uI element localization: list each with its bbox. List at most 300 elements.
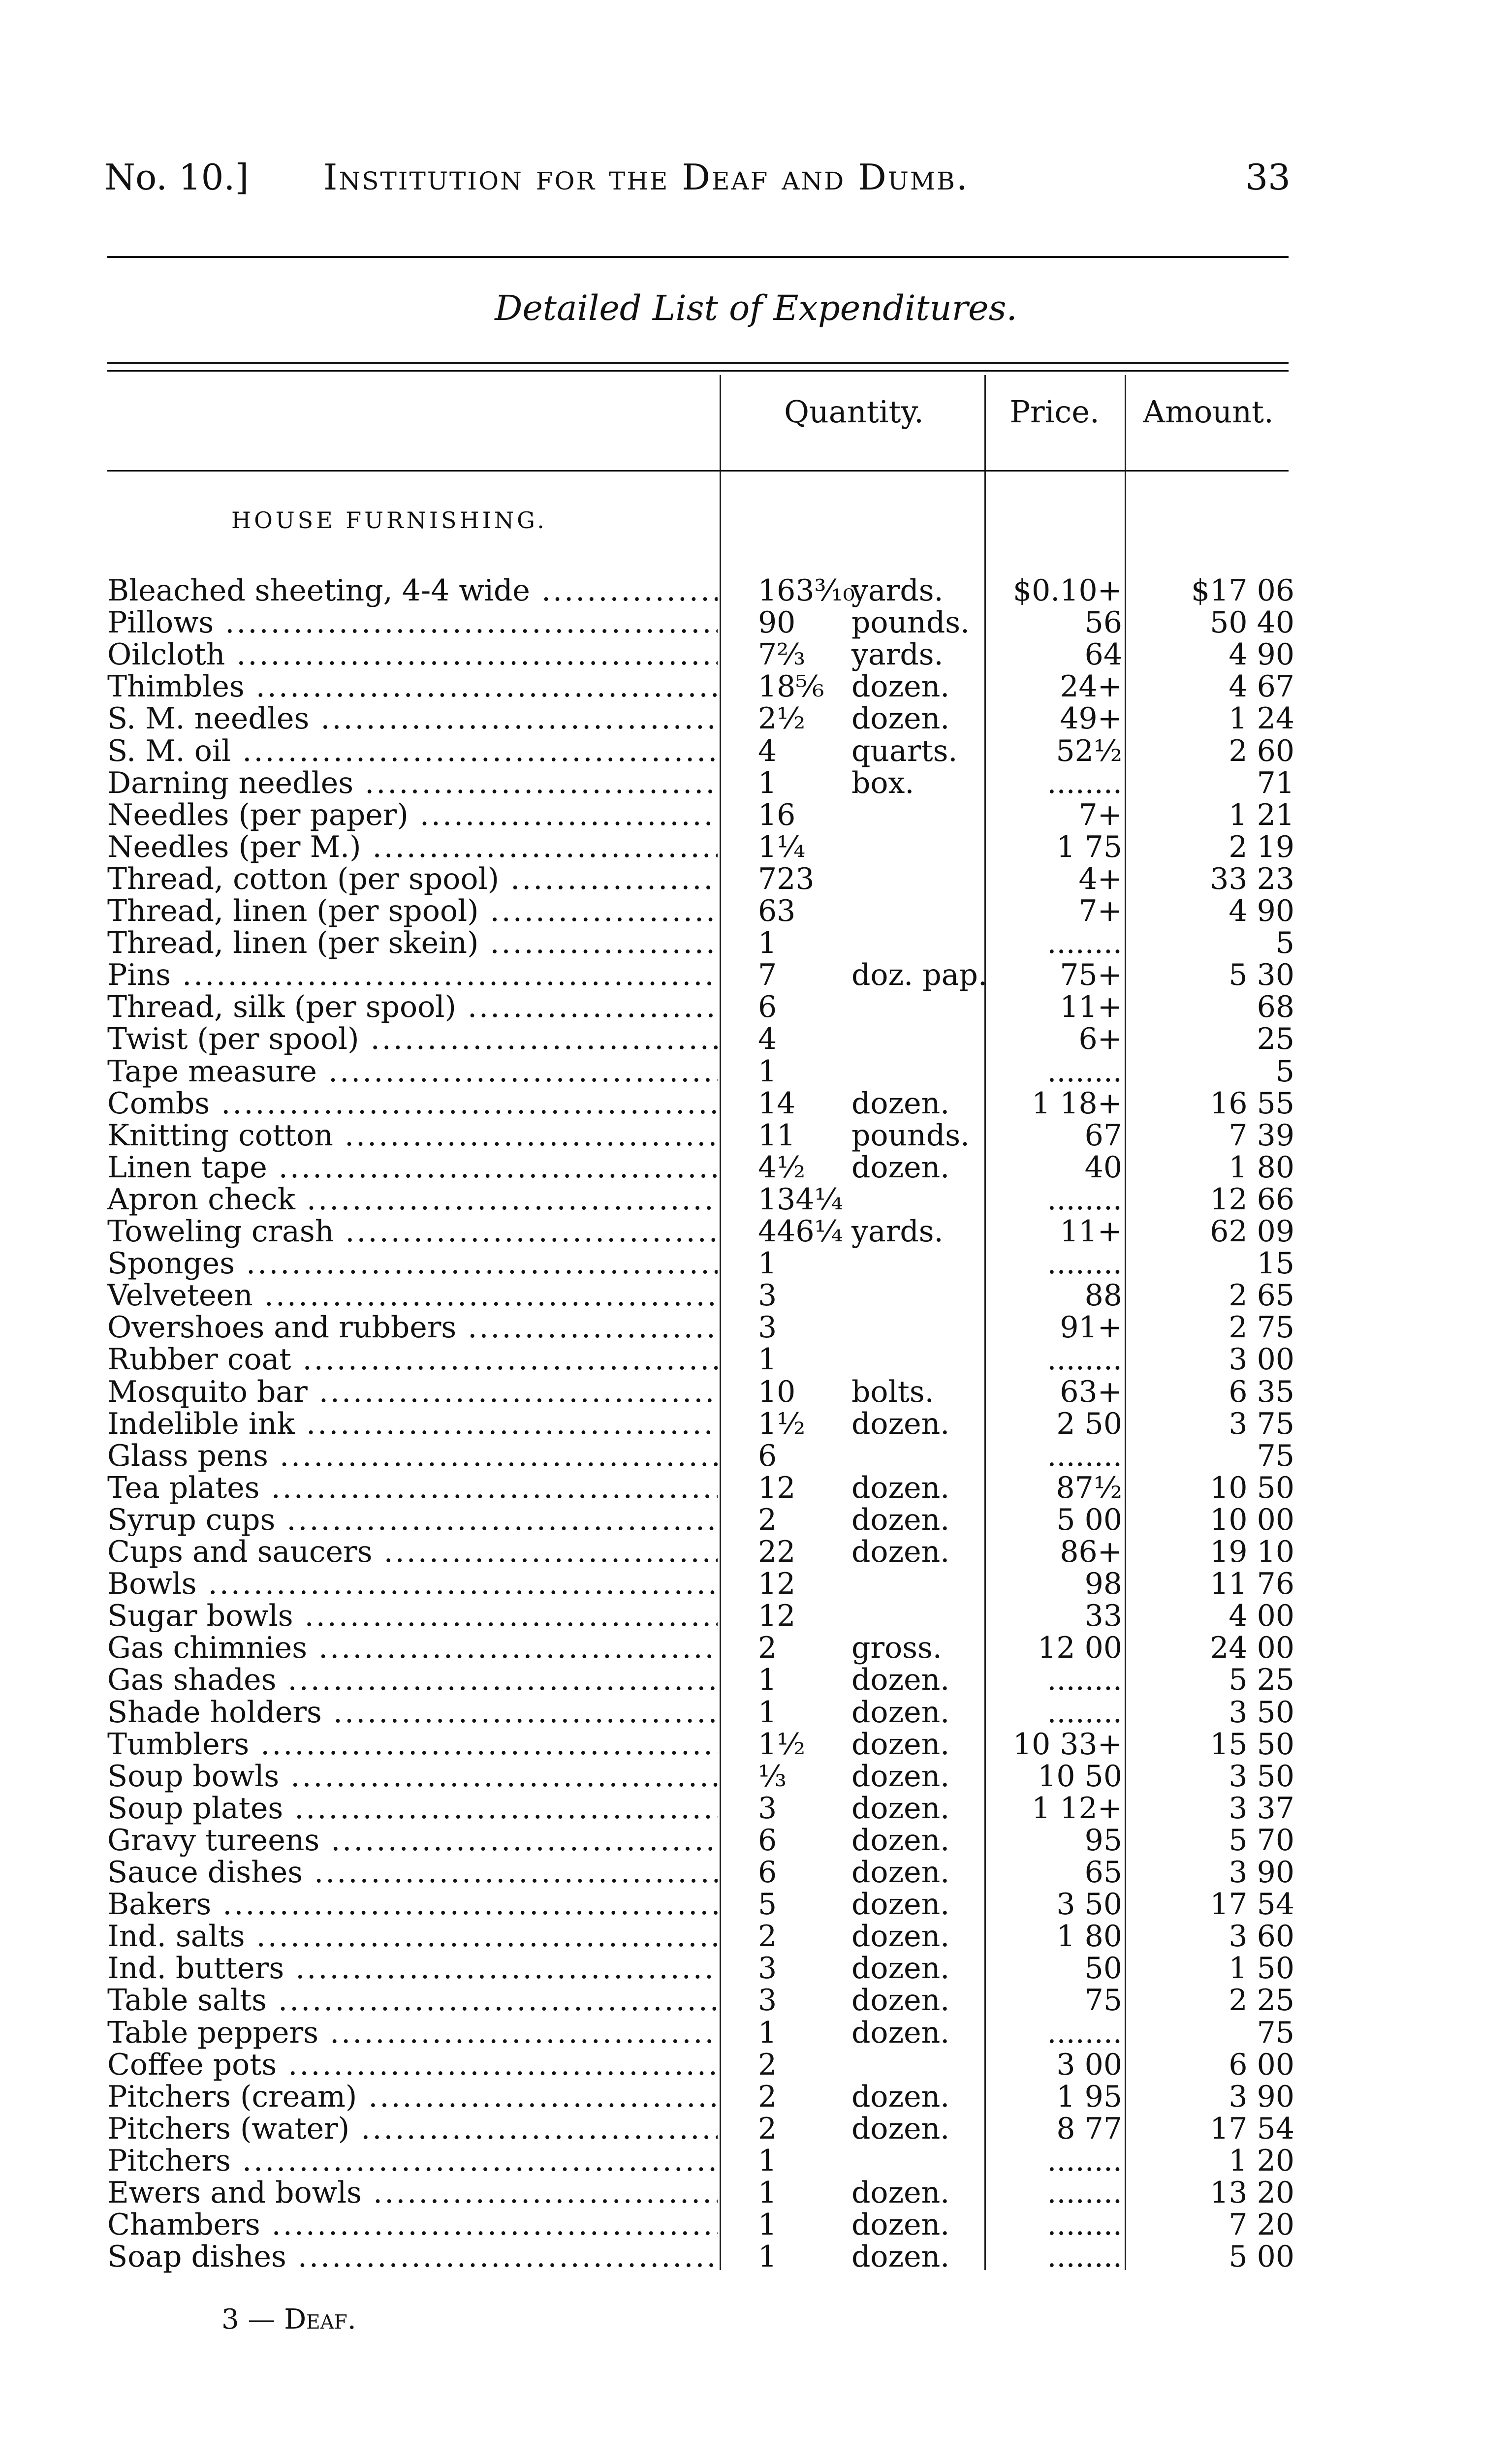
- amount-value: 1 21: [1228, 798, 1294, 832]
- amount-value: 1 24: [1228, 701, 1294, 736]
- amount-value: 6 35: [1228, 1375, 1294, 1409]
- amount-value: 24 00: [1210, 1631, 1294, 1665]
- quantity-value: 3: [758, 1310, 777, 1345]
- table-row: [0, 1440, 1512, 1472]
- amount-value: 3 00: [1228, 1342, 1294, 1377]
- quantity-unit: dozen.: [851, 1086, 950, 1121]
- title-rule-lower: [107, 370, 1289, 372]
- quantity-unit: pounds.: [851, 1118, 970, 1153]
- running-head: [104, 157, 1291, 206]
- table-row: [0, 1825, 1512, 1857]
- item-name: Ind. butters .....: [107, 1953, 718, 1985]
- amount-value: 17 54: [1210, 1887, 1294, 1922]
- amount-value: 68: [1257, 990, 1294, 1024]
- unit-price: 88: [1084, 1278, 1122, 1313]
- quantity-value: 7: [758, 958, 777, 992]
- item-name: Pins .....: [107, 959, 718, 991]
- quantity-value: 3: [758, 1983, 777, 2018]
- amount-value: 1 20: [1228, 2144, 1294, 2178]
- quantity-unit: yards.: [851, 637, 944, 672]
- unit-price: 67: [1084, 1118, 1122, 1153]
- quantity-unit: dozen.: [851, 1855, 950, 1890]
- unit-price: 64: [1084, 637, 1122, 672]
- column-header-amount: Amount.: [1143, 394, 1274, 430]
- quantity-value: 1: [758, 2240, 777, 2274]
- unit-price: ........: [1047, 2016, 1122, 2050]
- amount-value: 5 25: [1228, 1663, 1294, 1697]
- table-row: [0, 991, 1512, 1023]
- item-name: Table salts .....: [107, 1985, 718, 2017]
- amount-value: 3 75: [1228, 1407, 1294, 1441]
- unit-price: 24+: [1060, 669, 1122, 704]
- table-row: [0, 1632, 1512, 1664]
- table-row: [0, 927, 1512, 959]
- quantity-value: 4½: [758, 1150, 806, 1185]
- quantity-value: 2: [758, 2112, 777, 2146]
- table-row: [0, 2113, 1512, 2145]
- amount-value: 4 67: [1228, 669, 1294, 704]
- quantity-value: 6: [758, 1855, 777, 1890]
- unit-price: 50: [1084, 1951, 1122, 1986]
- table-row: [0, 1889, 1512, 1921]
- report-number: No. 10.]: [104, 157, 249, 198]
- amount-value: 7 20: [1228, 2208, 1294, 2242]
- section-heading: HOUSE FURNISHING.: [231, 507, 547, 534]
- quantity-unit: dozen.: [851, 2240, 950, 2274]
- amount-value: 10 50: [1210, 1471, 1294, 1505]
- quantity-value: ⅓: [758, 1759, 787, 1794]
- unit-price: ........: [1047, 1182, 1122, 1217]
- item-name: Bleached sheeting, 4-4 wide .....: [107, 575, 718, 607]
- unit-price: 11+: [1060, 990, 1122, 1024]
- amount-value: 4 90: [1228, 894, 1294, 928]
- unit-price: 1 75: [1056, 830, 1122, 864]
- amount-value: 1 50: [1228, 1951, 1294, 1986]
- unit-price: ........: [1047, 2240, 1122, 2274]
- quantity-value: 3: [758, 1278, 777, 1313]
- quantity-unit: dozen.: [851, 1951, 950, 1986]
- unit-price: 5 00: [1056, 1503, 1122, 1537]
- table-row: [0, 1664, 1512, 1696]
- unit-price: 7+: [1078, 798, 1122, 832]
- table-row: [0, 1312, 1512, 1344]
- quantity-value: 16: [758, 798, 796, 832]
- item-name: Gravy tureens .....: [107, 1825, 718, 1857]
- table-row: [0, 767, 1512, 799]
- item-name: Chambers .....: [107, 2209, 718, 2241]
- table-row: [0, 1248, 1512, 1280]
- table-row: [0, 607, 1512, 639]
- unit-price: 95: [1084, 1823, 1122, 1858]
- amount-value: 13 20: [1210, 2176, 1294, 2210]
- item-name: Soap dishes .....: [107, 2241, 718, 2273]
- table-row: [0, 1184, 1512, 1216]
- quantity-value: 1: [758, 1695, 777, 1730]
- quantity-value: 90: [758, 605, 796, 640]
- item-name: Oilcloth .....: [107, 639, 718, 671]
- unit-price: ........: [1047, 1439, 1122, 1473]
- quantity-value: 446¼: [758, 1214, 843, 1249]
- table-row: [0, 1761, 1512, 1793]
- amount-value: 75: [1257, 1439, 1294, 1473]
- amount-value: 3 60: [1228, 1919, 1294, 1954]
- unit-price: 1 18+: [1032, 1086, 1122, 1121]
- item-name: Thread, cotton (per spool) .....: [107, 863, 718, 895]
- item-name: Pillows .....: [107, 607, 718, 639]
- unit-price: 10 33+: [1012, 1727, 1122, 1762]
- table-row: [0, 1088, 1512, 1120]
- quantity-value: 1: [758, 766, 777, 800]
- quantity-value: 4: [758, 734, 777, 768]
- amount-value: 15: [1257, 1246, 1294, 1281]
- unit-price: 3 00: [1056, 2048, 1122, 2082]
- table-row: [0, 1152, 1512, 1184]
- unit-price: ........: [1047, 1663, 1122, 1697]
- item-name: Bakers .....: [107, 1889, 718, 1921]
- unit-price: ........: [1047, 1054, 1122, 1089]
- quantity-unit: dozen.: [851, 701, 950, 736]
- item-name: Combs .....: [107, 1088, 718, 1120]
- unit-price: 8 77: [1056, 2112, 1122, 2146]
- quantity-unit: dozen.: [851, 1471, 950, 1505]
- quantity-value: 1: [758, 2176, 777, 2210]
- item-name: Pitchers .....: [107, 2145, 718, 2177]
- unit-price: 75+: [1060, 958, 1122, 992]
- quantity-unit: dozen.: [851, 2176, 950, 2210]
- quantity-value: 11: [758, 1118, 796, 1153]
- item-name: Pitchers (cream) .....: [107, 2081, 718, 2113]
- table-row: [0, 1408, 1512, 1440]
- amount-value: 33 23: [1210, 862, 1294, 896]
- amount-value: 3 37: [1228, 1791, 1294, 1826]
- item-name: Apron check .....: [107, 1184, 718, 1216]
- amount-value: 25: [1257, 1022, 1294, 1056]
- quantity-value: 1¼: [758, 830, 806, 864]
- unit-price: 6+: [1078, 1022, 1122, 1056]
- quantity-value: 2: [758, 2048, 777, 2082]
- amount-value: $17 06: [1191, 573, 1294, 608]
- quantity-value: 6: [758, 1823, 777, 1858]
- unit-price: 12 00: [1038, 1631, 1122, 1665]
- amount-value: 2 60: [1228, 734, 1294, 768]
- table-row: [0, 2081, 1512, 2113]
- table-row: [0, 2177, 1512, 2209]
- table-row: [0, 1504, 1512, 1536]
- quantity-unit: dozen.: [851, 1695, 950, 1730]
- quantity-unit: dozen.: [851, 2208, 950, 2242]
- unit-price: 11+: [1060, 1214, 1122, 1249]
- item-name: Sugar bowls .....: [107, 1600, 718, 1632]
- amount-value: 71: [1257, 766, 1294, 800]
- item-name: S. M. needles .....: [107, 703, 718, 735]
- item-name: Soup plates .....: [107, 1793, 718, 1825]
- unit-price: 65: [1084, 1855, 1122, 1890]
- item-name: Velveteen .....: [107, 1280, 718, 1312]
- table-row: [0, 1697, 1512, 1729]
- unit-price: 98: [1084, 1567, 1122, 1601]
- unit-price: 3 50: [1056, 1887, 1122, 1922]
- amount-value: 3 50: [1228, 1759, 1294, 1794]
- table-row: [0, 1536, 1512, 1568]
- unit-price: 86+: [1060, 1535, 1122, 1569]
- quantity-unit: dozen.: [851, 669, 950, 704]
- table-row: [0, 735, 1512, 767]
- item-name: Tea plates .....: [107, 1472, 718, 1504]
- unit-price: 10 50: [1038, 1759, 1122, 1794]
- quantity-value: 1½: [758, 1407, 806, 1441]
- table-row: [0, 2145, 1512, 2177]
- table-row: [0, 1120, 1512, 1152]
- amount-value: 5: [1275, 1054, 1294, 1089]
- item-name: S. M. oil .....: [107, 735, 718, 767]
- table-row: [0, 1216, 1512, 1248]
- amount-value: 5: [1275, 926, 1294, 960]
- item-name: Ind. salts .....: [107, 1921, 718, 1953]
- unit-price: 52½: [1056, 734, 1122, 768]
- item-name: Gas chimnies .....: [107, 1632, 718, 1664]
- signature-mark: 3 — Deaf.: [221, 2303, 356, 2335]
- table-row: [0, 1280, 1512, 1312]
- quantity-value: 723: [758, 862, 815, 896]
- item-name: Needles (per paper) .....: [107, 799, 718, 831]
- amount-value: 2 19: [1228, 830, 1294, 864]
- item-name: Needles (per M.) .....: [107, 831, 718, 863]
- quantity-value: 14: [758, 1086, 796, 1121]
- unit-price: 40: [1084, 1150, 1122, 1185]
- quantity-value: 18⅚: [758, 669, 824, 704]
- item-name: Cups and saucers .....: [107, 1536, 718, 1568]
- item-name: Ewers and bowls .....: [107, 2177, 718, 2209]
- quantity-value: 5: [758, 1887, 777, 1922]
- item-name: Gas shades .....: [107, 1664, 718, 1696]
- header-rule: [107, 470, 1289, 472]
- item-name: Coffee pots .....: [107, 2049, 718, 2081]
- unit-price: ........: [1047, 2176, 1122, 2210]
- quantity-value: 1: [758, 926, 777, 960]
- unit-price: 1 12+: [1032, 1791, 1122, 1826]
- quantity-value: 6: [758, 1439, 777, 1473]
- item-name: Indelible ink .....: [107, 1408, 718, 1440]
- title-rule-upper: [107, 362, 1289, 364]
- item-name: Thread, linen (per spool) .....: [107, 895, 718, 927]
- table-row: [0, 671, 1512, 703]
- table-row: [0, 1985, 1512, 2017]
- amount-value: 12 66: [1210, 1182, 1294, 1217]
- item-name: Syrup cups .....: [107, 1504, 718, 1536]
- amount-value: 4 90: [1228, 637, 1294, 672]
- table-row: [0, 1376, 1512, 1408]
- amount-value: 16 55: [1210, 1086, 1294, 1121]
- amount-value: 3 90: [1228, 2080, 1294, 2114]
- quantity-value: 3: [758, 1951, 777, 1986]
- table-row: [0, 639, 1512, 671]
- quantity-unit: dozen.: [851, 1727, 950, 1762]
- item-name: Sauce dishes .....: [107, 1857, 718, 1889]
- unit-price: ........: [1047, 1246, 1122, 1281]
- quantity-value: 1: [758, 1246, 777, 1281]
- table-row: [0, 1568, 1512, 1600]
- quantity-unit: dozen.: [851, 2080, 950, 2114]
- quantity-unit: yards.: [851, 573, 944, 608]
- item-name: Bowls .....: [107, 1568, 718, 1600]
- unit-price: ........: [1047, 1695, 1122, 1730]
- amount-value: 6 00: [1228, 2048, 1294, 2082]
- quantity-value: 1: [758, 1342, 777, 1377]
- item-name: Thimbles .....: [107, 671, 718, 703]
- amount-value: 10 00: [1210, 1503, 1294, 1537]
- quantity-unit: dozen.: [851, 1535, 950, 1569]
- quantity-value: 12: [758, 1567, 796, 1601]
- unit-price: 7+: [1078, 894, 1122, 928]
- unit-price: ........: [1047, 2144, 1122, 2178]
- table-row: [0, 575, 1512, 607]
- item-name: Tumblers .....: [107, 1729, 718, 1761]
- quantity-unit: dozen.: [851, 1791, 950, 1826]
- item-name: Thread, silk (per spool) .....: [107, 991, 718, 1023]
- amount-value: 3 50: [1228, 1695, 1294, 1730]
- item-name: Knitting cotton .....: [107, 1120, 718, 1152]
- table-row: [0, 1921, 1512, 1953]
- unit-price: 91+: [1060, 1310, 1122, 1345]
- unit-price: 87½: [1056, 1471, 1122, 1505]
- unit-price: 4+: [1078, 862, 1122, 896]
- amount-value: 3 90: [1228, 1855, 1294, 1890]
- top-rule: [107, 256, 1289, 258]
- table-row: [0, 1600, 1512, 1632]
- quantity-value: 2: [758, 1919, 777, 1954]
- table-row: [0, 1953, 1512, 1985]
- quantity-unit: dozen.: [851, 1823, 950, 1858]
- item-name: Rubber coat .....: [107, 1344, 718, 1376]
- table-row: [0, 799, 1512, 831]
- table-row: [0, 895, 1512, 927]
- item-name: Glass pens .....: [107, 1440, 718, 1472]
- quantity-value: 2½: [758, 701, 806, 736]
- item-name: Toweling crash .....: [107, 1216, 718, 1248]
- quantity-value: 10: [758, 1375, 796, 1409]
- unit-price: 56: [1084, 605, 1122, 640]
- quantity-unit: box.: [851, 766, 914, 800]
- quantity-value: 163³⁄₁₀: [758, 573, 855, 608]
- amount-value: 7 39: [1228, 1118, 1294, 1153]
- quantity-value: 134¼: [758, 1182, 843, 1217]
- table-row: [0, 2049, 1512, 2081]
- quantity-value: 3: [758, 1791, 777, 1826]
- quantity-value: 1: [758, 1054, 777, 1089]
- page-number: 33: [1245, 157, 1291, 198]
- table-row: [0, 2241, 1512, 2273]
- quantity-unit: gross.: [851, 1631, 942, 1665]
- amount-value: 5 30: [1228, 958, 1294, 992]
- quantity-unit: doz. pap.: [851, 958, 987, 992]
- quantity-value: 2: [758, 1631, 777, 1665]
- quantity-unit: dozen.: [851, 1919, 950, 1954]
- quantity-unit: quarts.: [851, 734, 958, 768]
- unit-price: 63+: [1060, 1375, 1122, 1409]
- table-row: [0, 1344, 1512, 1376]
- quantity-unit: dozen.: [851, 1759, 950, 1794]
- quantity-value: 6: [758, 990, 777, 1024]
- item-name: Soup bowls .....: [107, 1761, 718, 1793]
- quantity-unit: dozen.: [851, 1983, 950, 2018]
- quantity-unit: yards.: [851, 1214, 944, 1249]
- table-row: [0, 1857, 1512, 1889]
- amount-value: 11 76: [1210, 1567, 1294, 1601]
- item-name: Twist (per spool) .....: [107, 1023, 718, 1055]
- amount-value: 50 40: [1210, 605, 1294, 640]
- quantity-value: 1: [758, 2208, 777, 2242]
- unit-price: ........: [1047, 926, 1122, 960]
- amount-value: 2 75: [1228, 1310, 1294, 1345]
- amount-value: 75: [1257, 2016, 1294, 2050]
- quantity-value: 2: [758, 2080, 777, 2114]
- amount-value: 19 10: [1210, 1535, 1294, 1569]
- table-row: [0, 1472, 1512, 1504]
- item-name: Shade holders .....: [107, 1697, 718, 1729]
- quantity-value: 12: [758, 1599, 796, 1633]
- item-name: Pitchers (water) .....: [107, 2113, 718, 2145]
- quantity-value: 1: [758, 2144, 777, 2178]
- quantity-value: 63: [758, 894, 796, 928]
- amount-value: 5 00: [1228, 2240, 1294, 2274]
- unit-price: $0.10+: [1012, 573, 1122, 608]
- table-row: [0, 1056, 1512, 1088]
- quantity-unit: dozen.: [851, 2016, 950, 2050]
- table-row: [0, 2209, 1512, 2241]
- unit-price: ........: [1047, 2208, 1122, 2242]
- quantity-value: 12: [758, 1471, 796, 1505]
- amount-value: 62 09: [1210, 1214, 1294, 1249]
- item-name: Table peppers .....: [107, 2017, 718, 2049]
- item-name: Mosquito bar .....: [107, 1376, 718, 1408]
- quantity-value: 7⅔: [758, 637, 806, 672]
- unit-price: 2 50: [1056, 1407, 1122, 1441]
- unit-price: 1 80: [1056, 1919, 1122, 1954]
- amount-value: 1 80: [1228, 1150, 1294, 1185]
- item-name: Tape measure .....: [107, 1056, 718, 1088]
- quantity-value: 22: [758, 1535, 796, 1569]
- page-title: Detailed List of Expenditures.: [495, 288, 1017, 328]
- running-title: Institution for the Deaf and Dumb.: [323, 157, 969, 198]
- table-row: [0, 959, 1512, 991]
- quantity-value: 4: [758, 1022, 777, 1056]
- quantity-unit: dozen.: [851, 1503, 950, 1537]
- column-header-price: Price.: [1009, 394, 1100, 430]
- table-row: [0, 1793, 1512, 1825]
- quantity-unit: bolts.: [851, 1375, 934, 1409]
- item-name: Thread, linen (per skein) .....: [107, 927, 718, 959]
- item-name: Overshoes and rubbers .....: [107, 1312, 718, 1344]
- item-name: Linen tape .....: [107, 1152, 718, 1184]
- unit-price: 75: [1084, 1983, 1122, 2018]
- quantity-unit: dozen.: [851, 1150, 950, 1185]
- amount-value: 2 65: [1228, 1278, 1294, 1313]
- amount-value: 15 50: [1210, 1727, 1294, 1762]
- amount-value: 5 70: [1228, 1823, 1294, 1858]
- unit-price: 49+: [1060, 701, 1122, 736]
- item-name: Sponges .....: [107, 1248, 718, 1280]
- table-row: [0, 1729, 1512, 1761]
- quantity-unit: dozen.: [851, 2112, 950, 2146]
- quantity-value: 2: [758, 1503, 777, 1537]
- unit-price: ........: [1047, 766, 1122, 800]
- unit-price: 33: [1084, 1599, 1122, 1633]
- table-row: [0, 831, 1512, 863]
- unit-price: ........: [1047, 1342, 1122, 1377]
- unit-price: 1 95: [1056, 2080, 1122, 2114]
- amount-value: 2 25: [1228, 1983, 1294, 2018]
- table-row: [0, 2017, 1512, 2049]
